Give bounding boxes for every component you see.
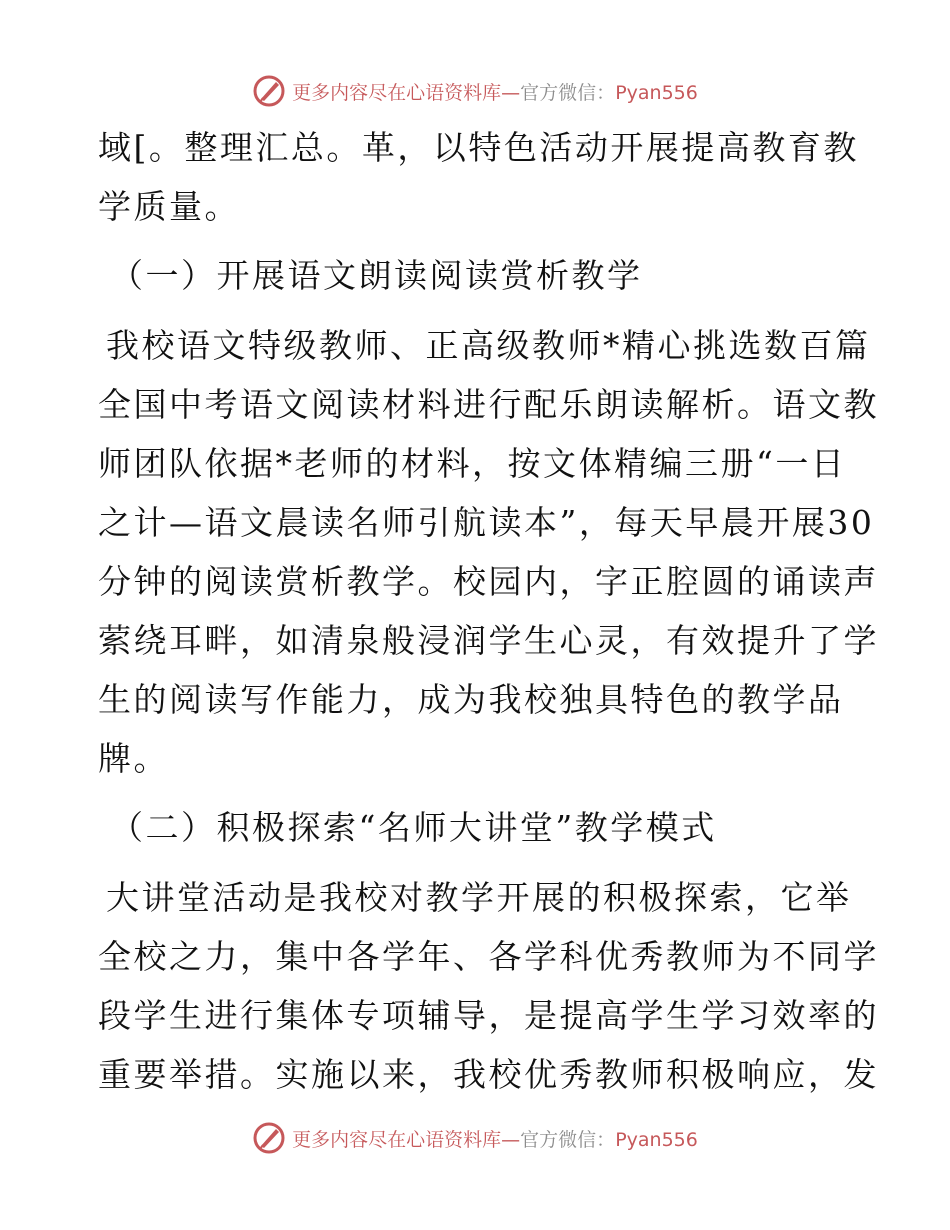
body-line: 之计—语文晨读名师引航读本”，每天早晨开展30	[98, 503, 875, 542]
body-line: 生的阅读写作能力，成为我校独具特色的教学品	[98, 680, 844, 719]
header-banner-text	[292, 78, 698, 105]
body-line: 学质量。	[98, 187, 240, 226]
document-body	[98, 118, 879, 1104]
section-heading-1: （一）开展语文朗读阅读赏析教学	[110, 256, 643, 295]
header-wechat-label: 官方微信：	[520, 81, 616, 104]
body-line: 全国中考语文阅读材料进行配乐朗读解析。语文教	[98, 385, 879, 424]
section-heading-2: （二）积极探索“名师大讲堂”教学模式	[110, 808, 717, 847]
header-banner	[0, 71, 950, 111]
header-banner-main: 更多内容尽在心语资料库—	[292, 81, 521, 104]
body-line: 域[。整理汇总。革，以特色活动开展提高教育教	[98, 128, 859, 167]
body-line: 段学生进行集体专项辅导，是提高学生学习效率的	[98, 996, 879, 1035]
footer-wechat-label: 官方微信：	[520, 1128, 616, 1151]
footer-wechat-id: Pyan556	[615, 1128, 698, 1151]
quill-logo-icon	[252, 1121, 286, 1155]
body-line: 萦绕耳畔，如清泉般浸润学生心灵，有效提升了学	[98, 621, 879, 660]
body-line: 全校之力，集中各学年、各学科优秀教师为不同学	[98, 937, 879, 976]
body-line: 分钟的阅读赏析教学。校园内，字正腔圆的诵读声	[98, 562, 879, 601]
body-line: 师团队依据*老师的材料，按文体精编三册“一日	[98, 444, 847, 483]
body-line: 我校语文特级教师、正高级教师*精心挑选数百篇	[106, 326, 871, 365]
body-line: 重要举措。实施以来，我校优秀教师积极响应，发	[98, 1055, 879, 1094]
footer-banner-text	[292, 1125, 698, 1152]
footer-banner-main: 更多内容尽在心语资料库—	[292, 1128, 521, 1151]
body-line: 牌。	[98, 739, 169, 778]
header-wechat-id: Pyan556	[615, 81, 698, 104]
footer-banner	[0, 1118, 950, 1158]
quill-logo-icon	[252, 74, 286, 108]
body-line: 大讲堂活动是我校对教学开展的积极探索，它举	[106, 878, 852, 917]
